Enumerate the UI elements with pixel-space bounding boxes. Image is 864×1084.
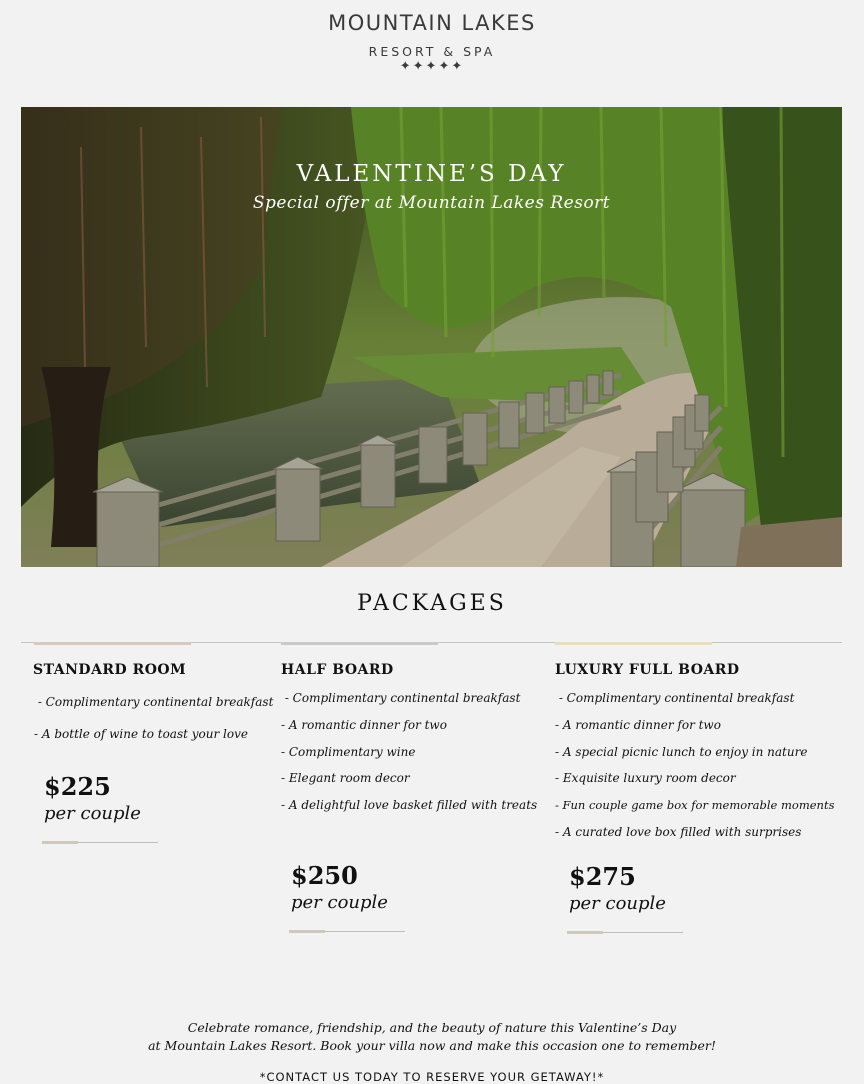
closing-message <box>0 1019 864 1055</box>
package-accent-standard <box>34 642 191 645</box>
package-per-couple: per couple <box>569 893 666 914</box>
package-card-luxury <box>555 662 740 678</box>
package-price: $250 <box>291 861 358 890</box>
brand-stars: ✦✦✦✦✦ <box>399 59 465 74</box>
package-feature: - A romantic dinner for two <box>555 718 721 732</box>
package-price: $275 <box>569 862 636 891</box>
brand-logo-icon <box>395 0 469 4</box>
package-feature: - Complimentary continental breakfast <box>555 691 795 705</box>
package-name: STANDARD ROOM <box>33 662 187 678</box>
hero-subtitle: Special offer at Mountain Lakes Resort <box>252 193 611 213</box>
package-card-half-board <box>281 662 394 678</box>
brand-subtitle: RESORT & SPA <box>368 44 496 59</box>
package-feature: - Complimentary continental breakfast <box>281 691 521 705</box>
package-feature: - A curated love box filled with surprises <box>555 825 802 839</box>
hero-image <box>21 107 842 567</box>
price-underline-accent <box>289 930 325 933</box>
package-feature: - A delightful love basket filled with treats <box>281 798 538 812</box>
package-feature: - Fun couple game box for memorable moments <box>555 798 835 812</box>
price-underline-accent <box>567 931 603 934</box>
package-name: HALF BOARD <box>281 662 394 678</box>
packages-title: PACKAGES <box>357 591 507 616</box>
contact-cta: *CONTACT US TODAY TO RESERVE YOUR GETAWAY!* <box>259 1070 605 1084</box>
closing-line-1: Celebrate romance, friendship, and the beauty of nature this Valentine’s Day <box>187 1020 677 1035</box>
package-feature: - Elegant room decor <box>281 771 410 785</box>
package-feature: - A romantic dinner for two <box>281 718 447 732</box>
package-accent-luxury <box>555 642 712 645</box>
package-per-couple: per couple <box>291 892 388 913</box>
package-feature: - Complimentary continental breakfast <box>34 695 274 709</box>
closing-line-2: at Mountain Lakes Resort. Book your villa now and make this occasion one to remember! <box>148 1038 716 1053</box>
package-accent-half <box>281 642 438 645</box>
package-feature: - Exquisite luxury room decor <box>555 771 736 785</box>
hero-title: VALENTINE’S DAY <box>296 161 567 187</box>
brand-name: MOUNTAIN LAKES <box>328 11 536 35</box>
package-name: LUXURY FULL BOARD <box>555 662 740 678</box>
package-feature: - A bottle of wine to toast your love <box>34 727 248 741</box>
package-price: $225 <box>44 772 111 801</box>
package-feature: - A special picnic lunch to enjoy in nature <box>555 745 808 759</box>
price-underline-accent <box>42 841 78 844</box>
package-card-standard <box>33 662 186 678</box>
package-feature: - Complimentary wine <box>281 745 416 759</box>
package-per-couple: per couple <box>44 803 141 824</box>
